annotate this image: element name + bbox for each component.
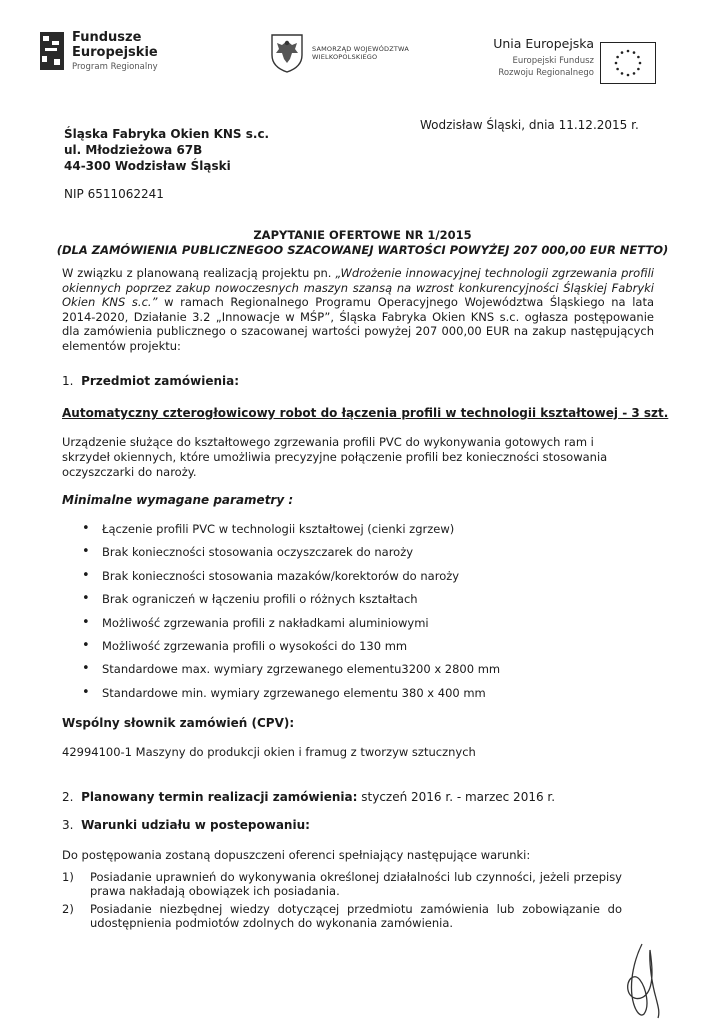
document-title: ZAPYTANIE OFERTOWE NR 1/2015 — [253, 228, 472, 242]
document-date: Wodzisław Śląski, dnia 11.12.2015 r. — [420, 118, 639, 132]
min-params-heading: Minimalne wymagane parametry : — [62, 493, 294, 507]
section1-title: Przedmiot zamówienia: — [81, 374, 240, 388]
list-item: • Brak ograniczeń w łączeniu profili o różnych kształtach — [82, 590, 582, 613]
ue-logo-line2: Europejski Fundusz — [512, 56, 594, 66]
intro-part1: W związku z planowaną realizacją projektu pn. — [62, 266, 336, 280]
ue-logo-line3: Rozwoju Regionalnego — [498, 68, 594, 78]
wlkp-logo-line1: SAMORZĄD WOJEWÓDZTWA — [312, 45, 409, 53]
wlkp-logo-line2: WIELKOPOLSKIEGO — [312, 53, 378, 61]
cpv-code: 42994100-1 Maszyny do produkcji okien i framug z tworzyw sztucznych — [62, 745, 476, 759]
section1-heading — [62, 374, 239, 388]
intro-part2: w ramach Regionalnego Programu Operacyjnego Województwa Śląskiego na lata 2014-2020, Działanie 3.2 „Innowacje w MŚP”, Śląska Fabryka Okien KNS s.c. ogłasza postępowanie dla zamówienia publicznego o szacowanej wartości powyżej 207 000,00 EUR na zakup następujących elementów projektu: — [62, 295, 655, 353]
section3-heading — [62, 818, 310, 832]
document-subtitle: (DLA ZAMÓWIENIA PUBLICZNEGOO SZACOWANEJ WARTOŚCI POWYŻEJ 207 000,00 EUR NETTO) — [56, 243, 669, 257]
list-item: • Możliwość zgrzewania profili o wysokości do 130 mm — [82, 637, 582, 660]
fe-logo-sub: Program Regionalny — [72, 62, 158, 72]
params-list — [82, 520, 582, 707]
list-item: • Brak konieczności stosowania mazaków/korektorów do naroży — [82, 567, 582, 590]
section3-number: 3. — [62, 818, 74, 832]
wielkopolska-logo — [270, 33, 440, 75]
section3-title: Warunki udziału w postepowaniu: — [81, 818, 310, 832]
section3-intro: Do postępowania zostaną dopuszczeni oferenci spełniający następujące warunki: — [62, 848, 531, 862]
fe-logo-line1: Fundusze — [72, 30, 142, 45]
list-item: • Łączenie profili PVC w technologii kształtowej (cienki zgrzew) — [82, 520, 582, 543]
sender-city: 44-300 Wodzisław Śląski — [64, 159, 231, 173]
condition-text: Posiadanie uprawnień do wykonywania określonej działalności lub czynności, jeżeli przepisy prawa nakładają obowiązek ich posiadania. — [90, 870, 622, 898]
fe-logo-line2: Europejskie — [72, 45, 158, 60]
condition-number: 1) — [62, 870, 74, 884]
fe-logo-mark-icon — [40, 32, 64, 70]
sender-name: Śląska Fabryka Okien KNS s.c. — [64, 127, 270, 141]
section2-value: styczeń 2016 r. - marzec 2016 r. — [357, 790, 556, 804]
unia-europejska-logo — [478, 30, 668, 82]
list-item: • Standardowe max. wymiary zgrzewanego elementu3200 x 2800 mm — [82, 660, 582, 683]
condition-number: 2) — [62, 902, 74, 916]
cpv-heading: Wspólny słownik zamówień (CPV): — [62, 716, 295, 730]
product-name: Automatyczny czterogłowicowy robot do łączenia profili w technologii kształtowej - 3 szt. — [62, 406, 669, 420]
condition-item — [62, 902, 622, 930]
handwritten-signature-icon — [612, 940, 672, 1022]
section2-number: 2. — [62, 790, 74, 804]
list-item: • Standardowe min. wymiary zgrzewanego elementu 380 x 400 mm — [82, 684, 582, 707]
intro-paragraph — [62, 266, 654, 353]
list-item: • Brak konieczności stosowania oczyszczarek do naroży — [82, 543, 582, 566]
sender-street: ul. Młodzieżowa 67B — [64, 143, 203, 157]
eu-flag-icon — [600, 42, 656, 84]
ue-logo-line1: Unia Europejska — [493, 36, 594, 51]
fundusze-europejskie-logo — [40, 28, 160, 78]
list-item: • Możliwość zgrzewania profili z nakładkami aluminiowymi — [82, 614, 582, 637]
condition-item — [62, 870, 622, 898]
section2-heading — [62, 790, 555, 804]
condition-text: Posiadanie niezbędnej wiedzy dotyczącej przedmiotu zamówienia lub zobowiązanie do udostępnienia podmiotów zdolnych do wykonania zamówienia. — [90, 902, 622, 930]
section1-number: 1. — [62, 374, 74, 388]
section2-title: Planowany termin realizacji zamówienia: — [81, 790, 358, 804]
project-name: „Wdrożenie innowacyjnej technologii zgrzewania profili okiennych poprzez zakup nowoczesnych maszyn szansą na wzrost konkurencyjności Śląskiej Fabryki Okien KNS s.c.” — [62, 266, 654, 309]
sender-nip: NIP 6511062241 — [64, 187, 164, 201]
eagle-crest-icon — [270, 33, 304, 73]
product-description: Urządzenie służące do kształtowego zgrzewania profili PVC do wykonywania gotowych ram i skrzydeł okiennych, które umożliwia precyzyjne połączenie profili bez konieczności stosowania oczyszczarki do naroży. — [62, 435, 608, 479]
